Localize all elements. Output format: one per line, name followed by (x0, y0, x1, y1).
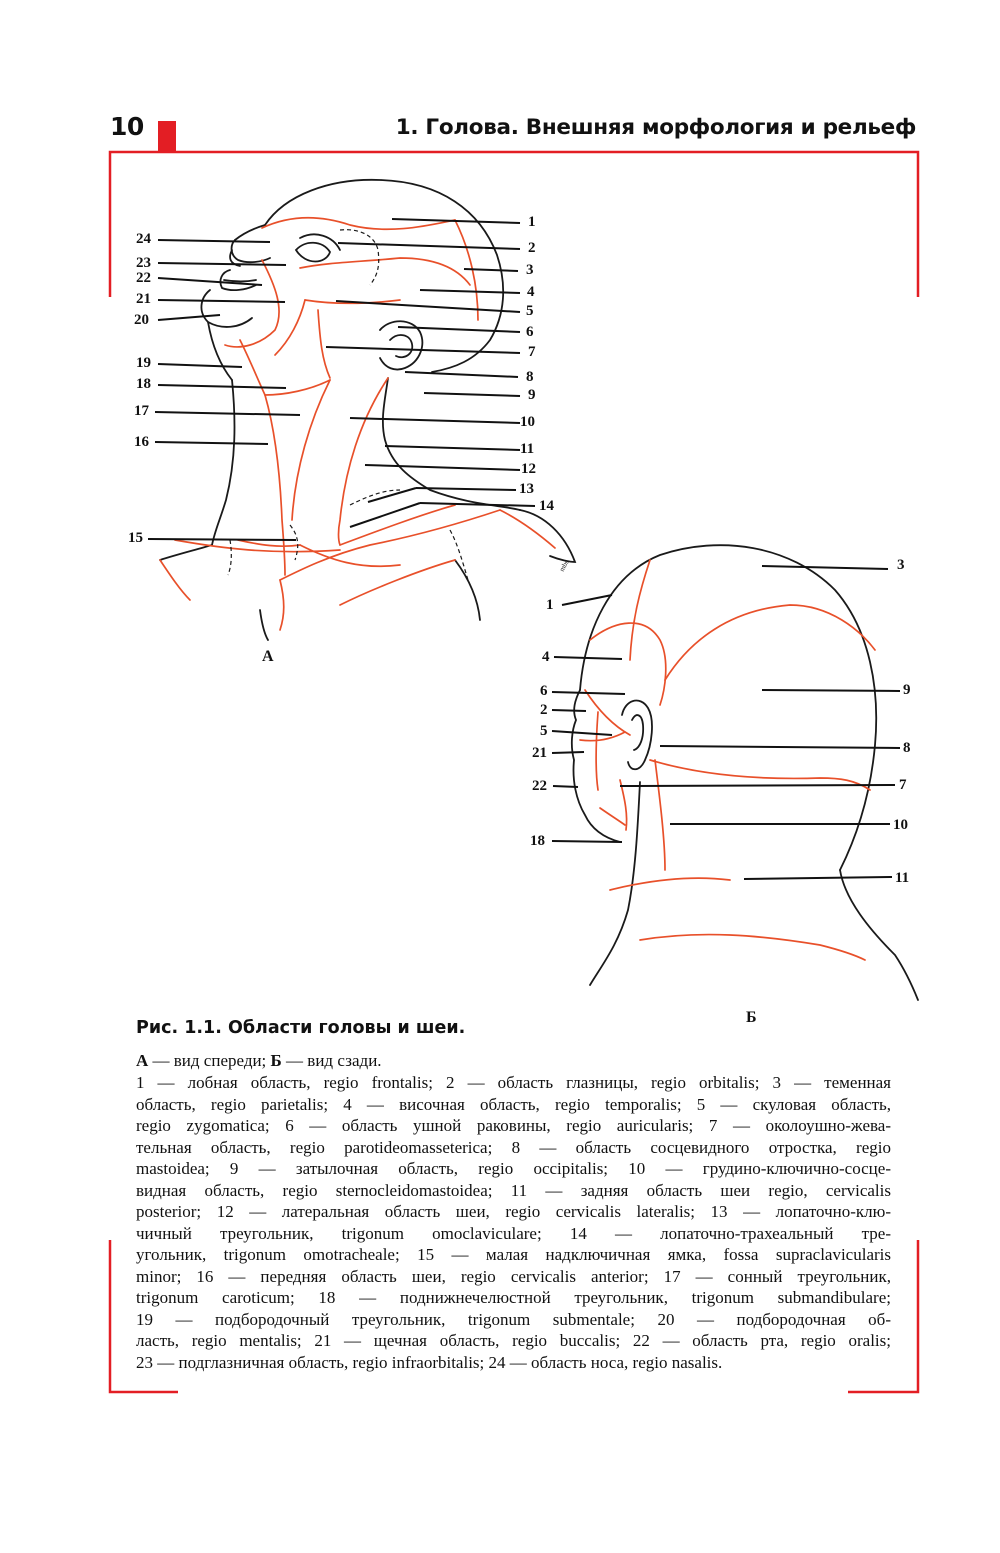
fig-a-label-13: 13 (519, 481, 534, 497)
fig-b-label-21: 21 (532, 745, 547, 761)
fig-b-label-3: 3 (897, 557, 905, 573)
fig-b-label-4: 4 (542, 649, 550, 665)
fig-a-label-11: 11 (520, 441, 535, 457)
figure-b-leaders (552, 566, 900, 879)
legend-line: regio zygomatica; 6 — область ушной раковины, regio auricularis; 7 — околоушно-жева- (136, 1116, 891, 1135)
legend-line: область, regio parietalis; 4 — височная область, regio temporalis; 5 — скуловая область, (136, 1094, 891, 1114)
fig-b-label-8: 8 (903, 740, 911, 756)
fig-a-label-9: 9 (528, 387, 536, 403)
page-number: 10 (110, 112, 144, 141)
figure-a-letter: А (262, 648, 274, 665)
fig-a-label-7: 7 (528, 344, 536, 360)
fig-b-label-5: 5 (540, 723, 548, 739)
legend-line: mastoidea; 9 — затылочная область, regio occipitalis; 10 — грудино-ключично-сосце- (136, 1159, 891, 1178)
fig-a-label-8: 8 (526, 369, 534, 385)
fig-a-label-5: 5 (526, 303, 534, 319)
legend-line: posterior; 12 — латеральная область шеи, regio cervicalis lateralis; 13 — лопаточно-клю- (136, 1202, 891, 1221)
fig-a-label-3: 3 (526, 262, 534, 278)
fig-a-label-12: 12 (521, 461, 536, 477)
chapter-title: 1. Голова. Внешняя морфология и рельеф (395, 115, 916, 140)
legend-line: тельная область, regio parotideomasseterica; 8 — область сосцевидного отростка, regio (136, 1137, 891, 1157)
figure-b-outline (572, 545, 918, 1000)
fig-a-label-16: 16 (134, 434, 149, 450)
legend-line: 1 — лобная область, regio frontalis; 2 — область глазницы, regio orbitalis; 3 — теменная (136, 1073, 891, 1092)
figure-caption-views (136, 1051, 382, 1071)
fig-a-label-23: 23 (136, 255, 151, 271)
fig-a-label-21: 21 (136, 291, 151, 307)
fig-a-label-22: 22 (136, 270, 151, 286)
fig-b-label-18: 18 (530, 833, 545, 849)
fig-a-label-20: 20 (134, 312, 149, 328)
legend-line: minor; 16 — передняя область шеи, regio cervicalis anterior; 17 — сонный треугольник, (136, 1266, 891, 1286)
fig-a-label-2: 2 (528, 240, 536, 256)
artist-signature: mbs (557, 558, 571, 573)
legend-line: 19 — подбородочный треугольник, trigonum submentale; 20 — подбородочная об- (136, 1309, 891, 1329)
fig-a-label-1: 1 (528, 214, 536, 230)
fig-a-label-6: 6 (526, 324, 534, 340)
fig-a-label-14: 14 (539, 498, 554, 514)
fig-a-label-17: 17 (134, 403, 149, 419)
fig-a-label-10: 10 (520, 414, 535, 430)
fig-b-label-22: 22 (532, 778, 547, 794)
fig-a-label-4: 4 (527, 284, 535, 300)
fig-b-label-10: 10 (893, 817, 908, 833)
legend-line: угольник, trigonum omotracheale; 15 — малая надключичная ямка, fossa supraclavicularis (136, 1245, 891, 1264)
fig-b-label-1: 1 (546, 597, 554, 613)
fig-b-label-2: 2 (540, 702, 548, 718)
view-a-letter: А (136, 1051, 149, 1070)
view-b-text: — вид сзади. (281, 1051, 382, 1070)
view-b-letter: Б (270, 1051, 282, 1070)
fig-b-label-6: 6 (540, 683, 548, 699)
figure-caption-legend (136, 1072, 891, 1373)
legend-line: чичный треугольник, trigonum omoclaviculare; 14 — лопаточно-трахеальный тре- (136, 1223, 891, 1243)
fig-a-label-15: 15 (128, 530, 143, 546)
legend-line: 23 — подглазничная область, regio infraorbitalis; 24 — область носа, regio nasalis. (136, 1352, 723, 1372)
fig-a-label-19: 19 (136, 355, 151, 371)
legend-line: видная область, regio sternocleidomastoidea; 11 — задняя область шеи regio, cervicalis (136, 1180, 891, 1200)
legend-line: ласть, regio mentalis; 21 — щечная область, regio buccalis; 22 — область рта, regio oralis; (136, 1331, 891, 1350)
figure-b-letter: Б (746, 1009, 757, 1026)
fig-b-label-9: 9 (903, 682, 911, 698)
legend-line: trigonum caroticum; 18 — поднижнечелюстной треугольник, trigonum submandibulare; (136, 1288, 891, 1307)
fig-b-label-11: 11 (895, 870, 910, 886)
figure-b-region-lines (580, 560, 875, 960)
fig-a-label-24: 24 (136, 231, 151, 247)
view-a-text: — вид спереди; (148, 1051, 271, 1070)
figure-caption-title: Рис. 1.1. Области головы и шеи. (136, 1018, 466, 1038)
fig-a-label-18: 18 (136, 376, 151, 392)
fig-b-label-7: 7 (899, 777, 907, 793)
